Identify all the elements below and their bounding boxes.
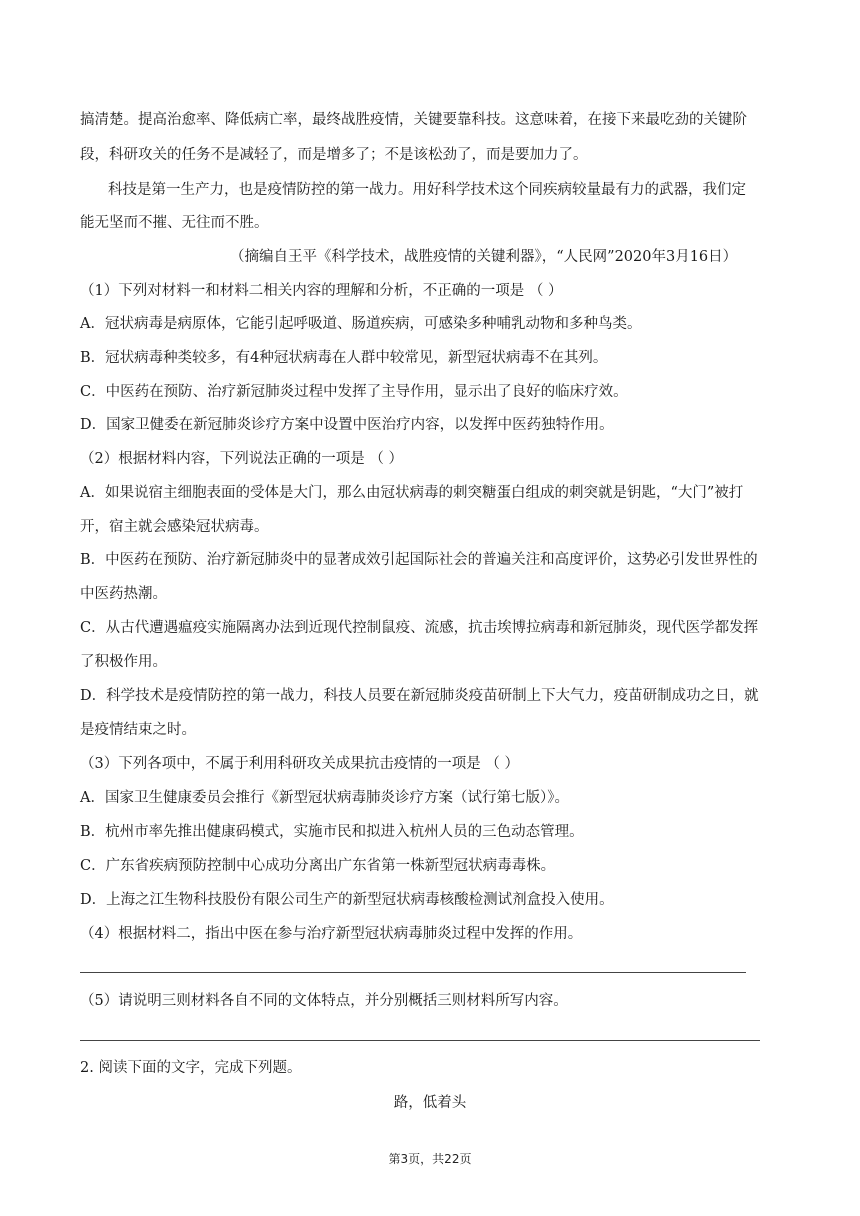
section-2-instruction: 2. 阅读下面的文字，完成下列题。	[80, 1060, 302, 1076]
question-5-stem: （5）请说明三则材料各自不同的文体特点，并分别概括三则材料所写内容。	[80, 993, 568, 1009]
question-2-option-b: B．中医药在预防、治疗新冠肺炎中的显著成效引起国际社会的普遍关注和高度评价，这势必引发世界性的	[80, 552, 758, 568]
question-2-option-b-cont: 中医药热潮。	[80, 586, 167, 602]
question-3-option-d: D．上海之江生物科技股份有限公司生产的新型冠状病毒核酸检测试剂盒投入使用。	[80, 892, 614, 908]
answer-line-q5[interactable]	[80, 1040, 760, 1041]
passage-line: 能无坚而不摧、无往而不胜。	[80, 215, 269, 231]
passage-line: 科技是第一生产力，也是疫情防控的第一战力。用好科学技术这个同疾病较量最有力的武器，我们定	[108, 182, 746, 198]
passage-source: （摘编自王平《科学技术，战胜疫情的关键利器》，“人民网”2020年3月16日）	[230, 249, 738, 265]
article-title: 路，低着头	[393, 1095, 467, 1111]
question-2-option-d: D．科学技术是疫情防控的第一战力，科技人员要在新冠肺炎疫苗研制上下大气力，疫苗研制成功之日，就	[80, 688, 759, 704]
question-4-stem: （4）根据材料二，指出中医在参与治疗新型冠状病毒肺炎过程中发挥的作用。	[80, 926, 583, 942]
question-2-option-c: C．从古代遭遇瘟疫实施隔离办法到近现代控制鼠疫、流感，抗击埃博拉病毒和新冠肺炎，现代医学都发挥	[80, 620, 759, 636]
passage-line: 段，科研攻关的任务不是减轻了，而是增多了；不是该松劲了，而是要加力了。	[80, 147, 588, 163]
passage-line: 搞清楚。提高治愈率、降低病亡率，最终战胜疫情，关键要靠科技。这意味着，在接下来最吃劲的关键阶	[80, 112, 747, 128]
question-1-stem: （1）下列对材料一和材料二相关内容的理解和分析，不正确的一项是 （ ）	[80, 283, 563, 299]
question-1-option-d: D．国家卫健委在新冠肺炎诊疗方案中设置中医治疗内容，以发挥中医药独特作用。	[80, 417, 614, 433]
question-3-option-b: B．杭州市率先推出健康码模式，实施市民和拟进入杭州人员的三色动态管理。	[80, 824, 584, 840]
question-1-option-c: C．中医药在预防、治疗新冠肺炎过程中发挥了主导作用，显示出了良好的临床疗效。	[80, 384, 628, 400]
question-3-stem: （3）下列各项中，不属于利用科研攻关成果抗击疫情的一项是 （ ）	[80, 756, 519, 772]
question-3-option-c: C．广东省疾病预防控制中心成功分离出广东省第一株新型冠状病毒毒株。	[80, 858, 556, 874]
question-2-option-d-cont: 是疫情结束之时。	[80, 722, 196, 738]
question-2-option-a: A．如果说宿主细胞表面的受体是大门，那么由冠状病毒的刺突糖蛋白组成的刺突就是钥匙，“大门”被打	[80, 485, 744, 501]
question-2-stem: （2）根据材料内容，下列说法正确的一项是 （ ）	[80, 451, 403, 467]
question-1-option-b: B．冠状病毒种类较多，有4种冠状病毒在人群中较常见，新型冠状病毒不在其列。	[80, 350, 608, 366]
page-number: 第3页，共22页	[388, 1152, 472, 1166]
question-3-option-a: A．国家卫生健康委员会推行《新型冠状病毒肺炎诊疗方案（试行第七版）》。	[80, 790, 569, 806]
question-2-option-c-cont: 了积极作用。	[80, 654, 167, 670]
question-2-option-a-cont: 开，宿主就会感染冠状病毒。	[80, 519, 269, 535]
answer-line-q4[interactable]	[80, 972, 746, 973]
question-1-option-a: A．冠状病毒是病原体，它能引起呼吸道、肠道疾病，可感染多种哺乳动物和多种鸟类。	[80, 316, 642, 332]
